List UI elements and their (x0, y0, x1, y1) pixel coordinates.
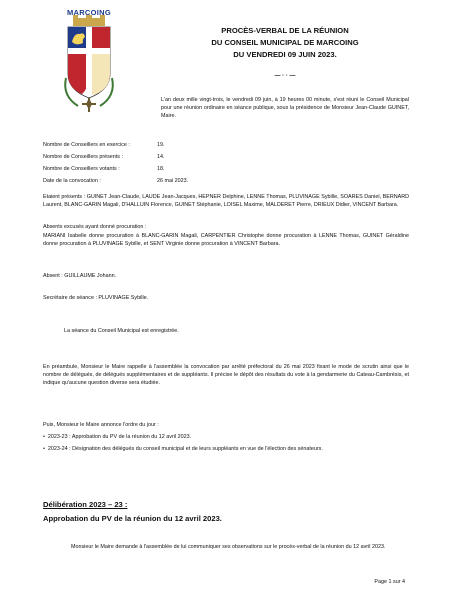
marcoing-crest-logo (56, 8, 122, 118)
title-line-1: PROCÈS-VERBAL DE LA RÉUNION (221, 26, 349, 35)
count-label: Nombre de Conseillers présents : (43, 154, 123, 160)
recording-line: La séance du Conseil Municipal est enregistrée. (64, 328, 179, 334)
title-line-3: DU VENDREDI 09 JUIN 2023. (233, 50, 337, 59)
deliberation-title: Approbation du PV de la réunion du 12 avril 2023. (43, 514, 222, 523)
deliberation-number: Délibération 2023 – 23 : (43, 500, 128, 509)
preambule-paragraph: En préambule, Monsieur le Maire rappelle à l'assemblée la convocation par arrêté préfectoral du 26 mai 2023 fixant le mode de scrutin ainsi que le nombre de délégués, de délégués supplémentaires et de suppléants. Il précise le dépôt des résultats du vote à la gendarmerie du Cateau-Cambrésis, et indique qu'aucune question diverse sera étudiée. (43, 364, 409, 386)
ordre-item (43, 446, 409, 454)
count-row-votants (43, 166, 165, 173)
bullet-icon: • (43, 434, 48, 440)
ordre-item-text: 2023-23 : Approbation du PV de la réunion du 12 avril 2023. (47, 434, 192, 440)
count-row-exercice (43, 142, 165, 149)
ordre-du-jour-intro: Puis, Monsieur le Maire annonce l'ordre du jour : (43, 422, 159, 428)
count-value: 14. (157, 154, 165, 160)
presents-paragraph: Etaient présents : GUINET Jean-Claude, LAUDE Jean-Jacques, HEPNER Delphine, LENNE Thomas, PLUVINAGE Sybille, SOARES Daniel, BERNARD Laurent, BLANC-GARIN Magali, D'HALLUIN Florence, GUINET Stéphanie, LOISEL Maxime, MALDERET Pierre, DRIEUX Didier, VINCENT Barbara. (43, 194, 409, 208)
count-label: Date de la convocation : (43, 178, 101, 184)
page-number: Page 1 sur 4 (374, 579, 405, 585)
crest-name: MARCOING (66, 8, 112, 17)
count-value: 18. (157, 166, 165, 172)
count-label: Nombre de Conseillers votants : (43, 166, 120, 172)
title-line-2: DU CONSEIL MUNICIPAL DE MARCOING (211, 38, 359, 47)
crest-shield-icon (56, 8, 122, 118)
excuses-title: Absents excusés ayant donné procuration : (43, 224, 147, 230)
count-row-presents (43, 154, 165, 161)
count-row-convocation (43, 178, 188, 185)
intro-paragraph: L'an deux mille vingt-trois, le vendredi 09 juin, à 19 heures 00 minute, s'est réuni le Conseil Municipal pour une réunion ordinaire en séance publique, sous la présidence de Monsieur Jean-Claude GUINET, Maire. (161, 97, 409, 119)
excuses-paragraph: MARIANI Isabelle donne procuration à BLANC-GARIN Magali, CARPENTIER Christophe donne procuration à LENNE Thomas, GUINET Géraldine donne procuration à PLUVINAGE Sybille, et SENT Virginie donne procuration à VINCENT Barbara. (43, 233, 409, 247)
count-value: 26 mai 2023. (157, 178, 189, 184)
deliberation-text: Monsieur le Maire demande à l'assemblée de lui communiquer ses observations sur le procès-verbal de la réunion du 12 avril 2023. (71, 544, 386, 550)
title-separator: — · · — (274, 73, 296, 79)
ordre-item (43, 434, 409, 442)
ordre-item-text: 2023-24 : Désignation des délégués du conseil municipal et de leurs suppléants en vue de l'élection des sénateurs. (47, 446, 323, 452)
absent-line: Absent : GUILLAUME Johann. (43, 273, 117, 279)
count-value: 19. (157, 142, 165, 148)
secretaire-line: Secrétaire de séance : PLUVINAGE Sybille. (43, 295, 149, 301)
count-label: Nombre de Conseillers en exercice : (43, 142, 130, 148)
bullet-icon: • (43, 446, 48, 452)
